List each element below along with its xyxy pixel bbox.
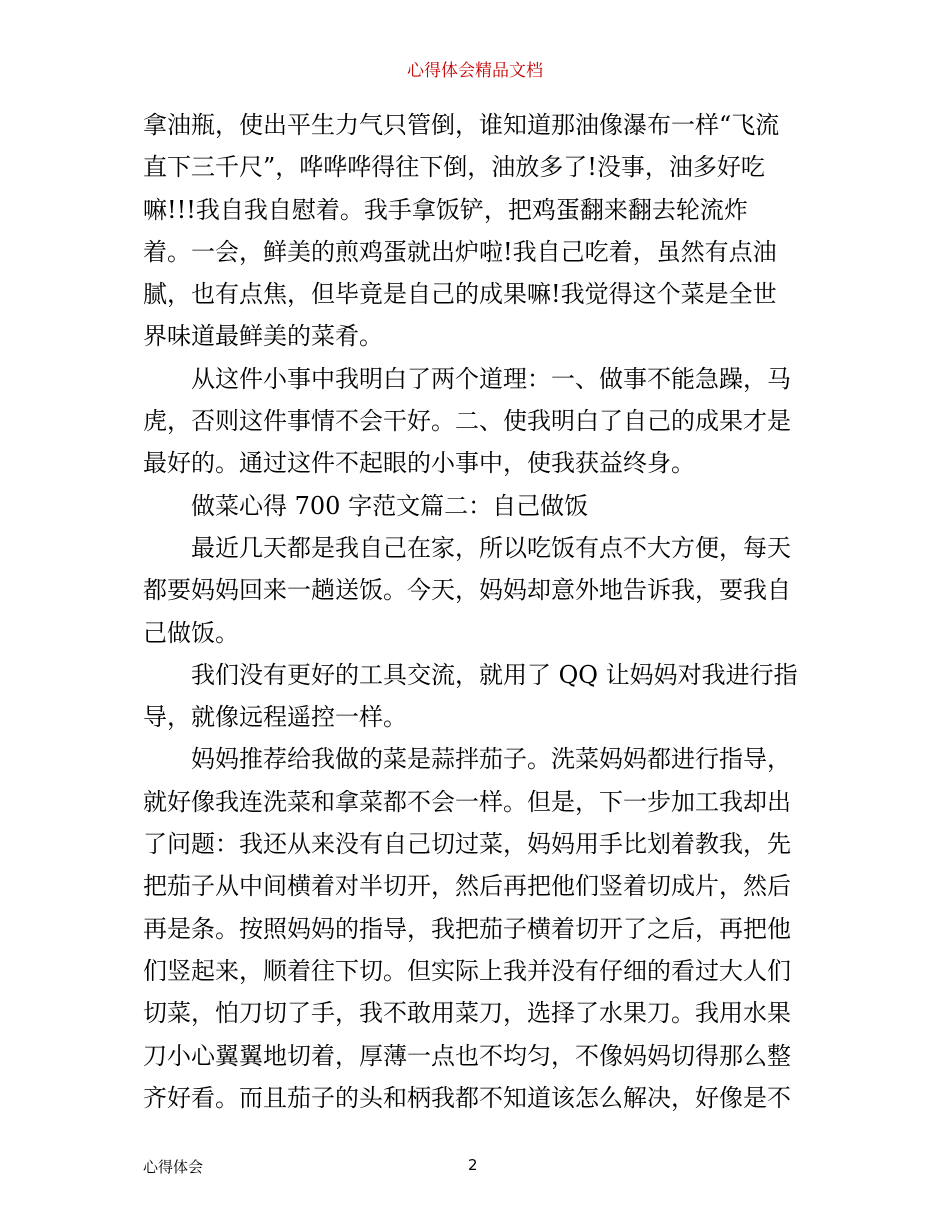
text-line: 虎，否则这件事情不会干好。二、使我明白了自己的成果才是 — [143, 407, 791, 436]
text-line: 直下三千尺”，哗哗哗得往下倒，油放多了!没事，油多好吃 — [143, 153, 765, 182]
text-line: 最近几天都是我自己在家，所以吃饭有点不大方便，每天 — [191, 533, 791, 562]
text-line: 们竖起来，顺着往下切。但实际上我并没有仔细的看过大人们 — [143, 956, 791, 985]
page-header-title: 心得体会精品文档 — [407, 61, 543, 81]
text-line: 嘛!!!我自我自慰着。我手拿饭铲，把鸡蛋翻来翻去轮流炸 — [143, 195, 748, 224]
text-line: 了问题：我还从来没有自己切过菜，妈妈用手比划着教我，先 — [143, 830, 791, 859]
text-line: 拿油瓶，使出平生力气只管倒，谁知道那油像瀑布一样“飞流 — [143, 111, 780, 139]
page-number: 2 — [468, 1156, 478, 1174]
footer-label: 心得体会 — [143, 1158, 204, 1176]
text-line: 导，就像远程遥控一样。 — [143, 703, 407, 732]
text-line: 最好的。通过这件不起眼的小事中，使我获益终身。 — [143, 449, 695, 478]
text-line: 腻，也有点焦，但毕竟是自己的成果嘛!我觉得这个菜是全世 — [143, 280, 777, 309]
text-line: 己做饭。 — [143, 618, 239, 647]
text-line: 再是条。按照妈妈的指导，我把茄子横着切开了之后，再把他 — [143, 914, 791, 943]
text-line: 从这件小事中我明白了两个道理：一、做事不能急躁，马 — [191, 364, 791, 393]
document-body — [143, 104, 813, 1119]
section-heading: 做菜心得 700 字范文篇二：自己做饭 — [191, 491, 589, 520]
text-line: 就好像我连洗菜和拿菜都不会一样。但是，下一步加工我却出 — [143, 787, 791, 816]
text-line: 都要妈妈回来一趟送饭。今天，妈妈却意外地告诉我，要我自 — [143, 576, 791, 605]
text-line: 切菜，怕刀切了手，我不敢用菜刀，选择了水果刀。我用水果 — [143, 999, 791, 1028]
text-line: 着。一会，鲜美的煎鸡蛋就出炉啦!我自己吃着，虽然有点油 — [143, 237, 777, 266]
text-line: 把茄子从中间横着对半切开，然后再把他们竖着切成片，然后 — [143, 872, 791, 901]
text-line: 妈妈推荐给我做的菜是蒜拌茄子。洗菜妈妈都进行指导， — [191, 745, 791, 774]
text-line: 我们没有更好的工具交流，就用了 QQ 让妈妈对我进行指 — [191, 660, 798, 689]
text-line: 齐好看。而且茄子的头和柄我都不知道该怎么解决，好像是不 — [143, 1083, 791, 1112]
text-line: 界味道最鲜美的菜肴。 — [143, 322, 383, 351]
text-line: 刀小心翼翼地切着，厚薄一点也不均匀，不像妈妈切得那么整 — [143, 1041, 791, 1070]
